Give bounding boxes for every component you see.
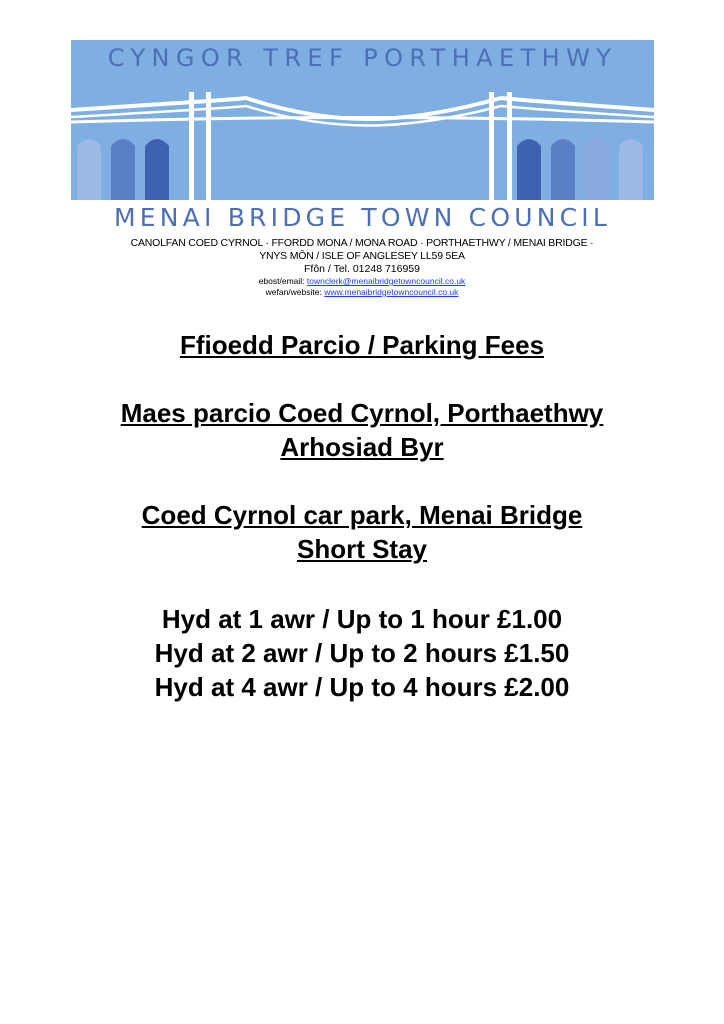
email-line [0, 276, 724, 287]
fee-line-1-hour: Hyd at 1 awr / Up to 1 hour £1.00 [161, 604, 563, 634]
notice-title: Ffioedd Parcio / Parking Fees [179, 330, 545, 360]
email-label: ebost/email: [258, 276, 307, 286]
council-logo [71, 40, 654, 226]
welsh-location: Maes parcio Coed Cyrnol, Porthaethwy [120, 398, 604, 428]
email-link[interactable]: townclerk@menaibridgetowncouncil.co.uk [306, 276, 466, 286]
phone-line: Ffôn / Tel. 01248 716959 [304, 263, 420, 275]
notice-content [0, 328, 724, 704]
fee-line-4-hours: Hyd at 4 awr / Up to 4 hours £2.00 [154, 672, 570, 702]
website-line [0, 287, 724, 298]
english-location: Coed Cyrnol car park, Menai Bridge [141, 500, 583, 530]
address-line-1: CANOLFAN COED CYRNOL · FFORDD MONA / MONA ROAD · PORTHAETHWY / MENAI BRIDGE · [130, 237, 594, 249]
address-line-2: YNYS MÔN / ISLE OF ANGLESEY LL59 5EA [259, 250, 465, 262]
fee-line-2-hours: Hyd at 2 awr / Up to 2 hours £1.50 [154, 638, 570, 668]
welsh-stay-type: Arhosiad Byr [280, 432, 444, 462]
website-link[interactable]: www.menaibridgetowncouncil.co.uk [324, 287, 459, 297]
logo-bottom-text: MENAI BRIDGE TOWN COUNCIL [114, 203, 611, 226]
website-label: wefan/website: [265, 287, 325, 297]
english-stay-type: Short Stay [296, 534, 428, 564]
contact-block [0, 237, 724, 298]
logo-top-text: CYNGOR TREF PORTHAETHWY [107, 44, 618, 72]
